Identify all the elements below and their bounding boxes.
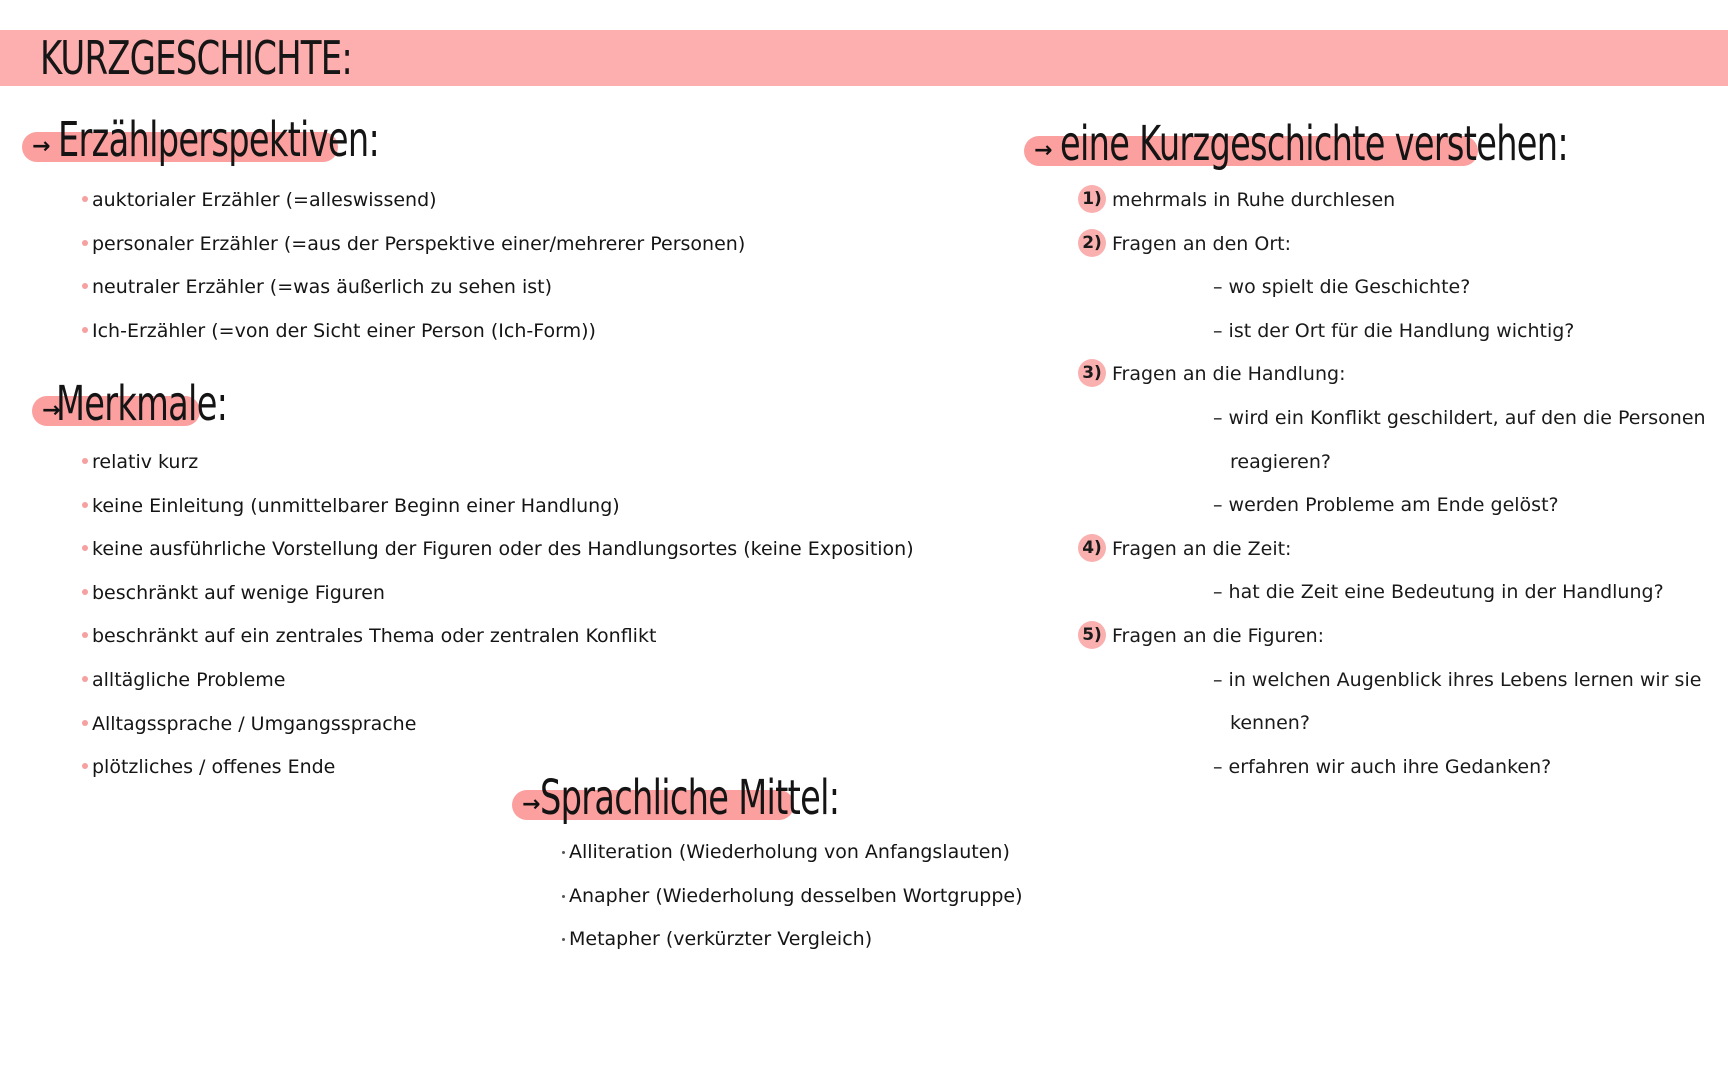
heading-text: Merkmale:: [56, 376, 228, 432]
heading-verstehen: [1024, 116, 1568, 172]
bullet-icon: [82, 502, 88, 508]
list-item: reagieren?: [1230, 450, 1331, 473]
list-item: – ist der Ort für die Handlung wichtig?: [1213, 319, 1575, 342]
heading-text: Erzählperspektiven:: [58, 112, 380, 168]
bullet-icon: [82, 589, 88, 595]
list-item: auktorialer Erzähler (=alleswissend): [82, 184, 745, 228]
bullet-icon: [82, 763, 88, 769]
heading-erzaehlperspektiven: [22, 112, 380, 168]
bullet-icon: [82, 458, 88, 464]
list-item: neutraler Erzähler (=was äußerlich zu sehen ist): [82, 271, 745, 315]
title-banner: [0, 30, 1728, 86]
bullet-icon: [82, 676, 88, 682]
bullet-icon: [562, 851, 565, 854]
bullet-icon: [562, 895, 565, 898]
list-item: Anapher (Wiederholung desselben Wortgruppe): [562, 880, 1022, 924]
step-number: 5): [1078, 621, 1106, 649]
heading-text: Sprachliche Mittel:: [540, 770, 840, 826]
verstehen-list: [1078, 184, 1706, 794]
arrow-icon: →: [32, 134, 51, 159]
list-item: kennen?: [1230, 712, 1310, 735]
step-number: 4): [1078, 534, 1106, 562]
list-item: personaler Erzähler (=aus der Perspektive einer/mehrerer Personen): [82, 228, 745, 272]
bullet-icon: [562, 938, 565, 941]
bullet-icon: [82, 327, 88, 333]
erzaehlperspektiven-list: [82, 184, 745, 358]
arrow-icon: →: [522, 792, 541, 817]
list-item: – wird ein Konflikt geschildert, auf den die Personen: [1213, 406, 1706, 429]
step-number: 1): [1078, 185, 1106, 213]
heading-merkmale: [32, 376, 228, 432]
list-item: 4) Fragen an die Zeit:: [1078, 533, 1706, 577]
list-item: beschränkt auf ein zentrales Thema oder zentralen Konflikt: [82, 620, 914, 664]
list-item: beschränkt auf wenige Figuren: [82, 577, 914, 621]
sprachliche-mittel-list: [562, 836, 1022, 967]
bullet-icon: [82, 720, 88, 726]
list-item: plötzliches / offenes Ende: [82, 751, 914, 795]
list-item: – wo spielt die Geschichte?: [1213, 276, 1471, 299]
list-item: 5) Fragen an die Figuren:: [1078, 620, 1706, 664]
bullet-icon: [82, 283, 88, 289]
list-item: 2) Fragen an den Ort:: [1078, 228, 1706, 272]
list-item: 3) Fragen an die Handlung:: [1078, 358, 1706, 402]
step-number: 2): [1078, 229, 1106, 257]
bullet-icon: [82, 196, 88, 202]
list-item: – werden Probleme am Ende gelöst?: [1213, 494, 1559, 517]
heading-text: eine Kurzgeschichte verstehen:: [1060, 116, 1568, 172]
heading-sprachliche-mittel: [512, 770, 840, 826]
list-item: Ich-Erzähler (=von der Sicht einer Person (Ich-Form)): [82, 315, 745, 359]
list-item: – hat die Zeit eine Bedeutung in der Handlung?: [1213, 581, 1664, 604]
list-item: keine Einleitung (unmittelbarer Beginn einer Handlung): [82, 490, 914, 534]
arrow-icon: →: [1034, 138, 1053, 163]
step-number: 3): [1078, 359, 1106, 387]
list-item: – in welchen Augenblick ihres Lebens lernen wir sie: [1213, 668, 1702, 691]
list-item: Alltagssprache / Umgangssprache: [82, 708, 914, 752]
list-item: Metapher (verkürzter Vergleich): [562, 923, 1022, 967]
merkmale-list: [82, 446, 914, 795]
bullet-icon: [82, 632, 88, 638]
list-item: relativ kurz: [82, 446, 914, 490]
list-item: keine ausführliche Vorstellung der Figuren oder des Handlungsortes (keine Exposition): [82, 533, 914, 577]
list-item: Alliteration (Wiederholung von Anfangslauten): [562, 836, 1022, 880]
list-item: alltägliche Probleme: [82, 664, 914, 708]
page-title: KURZGESCHICHTE:: [40, 31, 352, 85]
arrow-icon: →: [42, 398, 61, 423]
bullet-icon: [82, 240, 88, 246]
list-item: – erfahren wir auch ihre Gedanken?: [1213, 755, 1552, 778]
bullet-icon: [82, 545, 88, 551]
list-item: 1) mehrmals in Ruhe durchlesen: [1078, 184, 1706, 228]
